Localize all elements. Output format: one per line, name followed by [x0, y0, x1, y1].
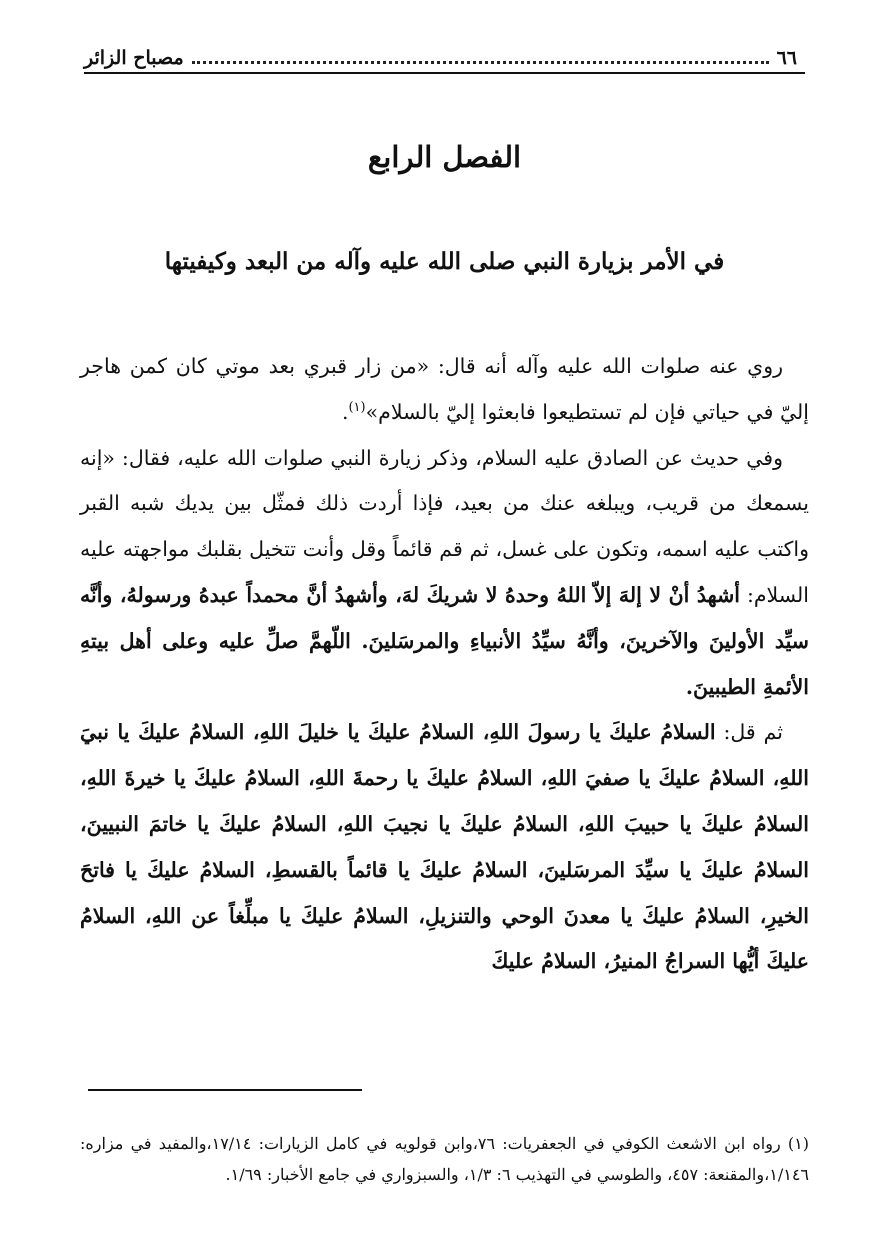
footnote-reference: (١) [348, 399, 366, 415]
paragraph-3-salutations: السلامُ عليكَ يا رسولَ اللهِ، السلامُ عليكَ يا خليلَ اللهِ، السلامُ عليكَ يا نبيَ اللهِ، السلامُ عليكَ يا صفيَ اللهِ، السلامُ عليكَ يا رحمةَ اللهِ، السلامُ عليكَ يا خيرةَ اللهِ، السلامُ عليكَ يا حبيبَ اللهِ، السلامُ عليكَ يا نجيبَ اللهِ، السلامُ عليكَ يا خاتمَ النبيينَ، السلامُ عليكَ يا سيِّدَ المرسَلينَ، السلامُ عليكَ يا قائماً بالقسطِ، السلامُ عليكَ يا فاتحَ الخيرِ، السلامُ عليكَ يا معدنَ الوحي والتنزيلِ، السلامُ عليكَ يا مبلِّغاً عن اللهِ، السلامُ عليكَ أيُّها السراجُ المنيرُ، السلامُ عليكَ [80, 720, 809, 974]
paragraph-2-text: وفي حديث عن الصادق عليه السلام، وذكر زيارة النبي صلوات الله عليه، فقال: «إنه يسمعك من قريب، ويبلغه عنك من بعيد، فإذا أردت ذلك فمثّل بين يديك شبه القبر واكتب عليه اسمه، وتكون على غسل، ثم قم قائماً وقل وأنت تتخيل بقلبك مواجهته عليه السلام: [80, 445, 810, 607]
paragraph-1-text: روي عنه صلوات الله عليه وآله أنه قال: «من زار قبري بعد موتي كان كمن هاجر إليّ في حياتي فإن لم تستطيعوا فابعثوا إليّ بالسلام» [80, 354, 809, 424]
footnote-rule [88, 1089, 362, 1091]
chapter-subtitle: في الأمر بزيارة النبي صلى الله عليه وآله من البعد وكيفيتها [164, 248, 725, 275]
paragraph-3-text: ثم قل: [715, 720, 783, 745]
paragraph-2-supplication: أشهدُ أنْ لا إلهَ إلاّ اللهُ وحدهُ لا شريكَ لهَ، وأشهدُ أنَّ محمداً عبدهُ ورسولهُ، وأنَّه سيِّد الأولينَ والآخرينَ، وأنَّهُ سيِّدُ الأنبياءِ والمرسَلينَ. اللّهمَّ صلِّ عليه وعلى أهل بيتهِ الأئمةِ الطيبينَ. [80, 582, 809, 699]
body-text [80, 344, 809, 985]
footnotes [80, 1128, 809, 1190]
page-number: ٦٦ [776, 47, 797, 69]
book-title: مصباح الزائر [84, 47, 184, 69]
paragraph-2 [80, 436, 809, 711]
leader-dots [192, 61, 769, 64]
header-rule [84, 72, 805, 74]
paragraph-1-end: . [341, 399, 349, 424]
paragraph-1 [80, 344, 809, 436]
chapter-title: الفصل الرابع [367, 140, 522, 174]
running-header [84, 28, 797, 68]
paragraph-3 [80, 710, 809, 985]
footnote-1: (١) رواه ابن الاشعث الكوفي في الجعفريات: ٧٦،وابن قولويه في كامل الزيارات: ١٧/١٤،والمفيد في مزاره: ١/١٤٦،والمقنعة: ٤٥٧، والطوسي في التهذيب ٦: ١/٣، والسبزواري في جامع الأخبار: ١/٦٩. [80, 1134, 810, 1184]
